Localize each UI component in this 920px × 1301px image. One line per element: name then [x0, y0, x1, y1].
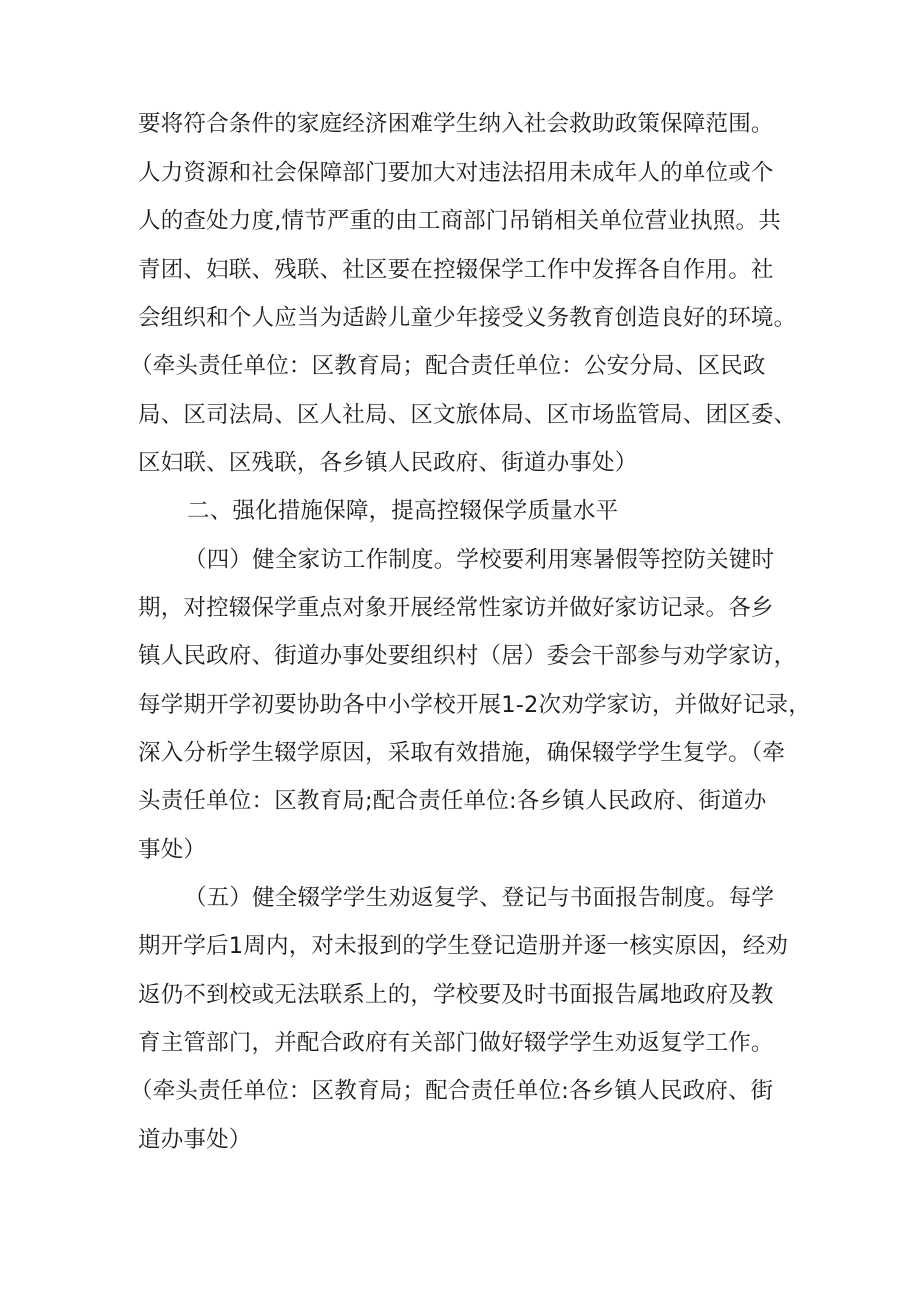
text-line: 道办事处） [138, 1127, 252, 1153]
text-line: 每学期开学初要协助各中小学校开展1-2次劝学家访，并做好记录， [138, 692, 811, 718]
text-line: 青团、妇联、残联、社区要在控辍保学工作中发挥各自作用。社 [138, 257, 774, 283]
text-line: （牵头责任单位：区教育局；配合责任单位：公安分局、区民政 [130, 353, 766, 379]
text-line: 人力资源和社会保障部门要加大对违法招用未成年人的单位或个 [138, 160, 774, 186]
text-line: 返仍不到校或无法联系上的，学校要及时书面报告属地政府及教 [138, 982, 774, 1008]
text-line: （牵头责任单位：区教育局；配合责任单位:各乡镇人民政府、街 [130, 1078, 774, 1104]
text-line: 区妇联、区残联，各乡镇人民政府、街道办事处） [138, 450, 638, 476]
text-line: 期开学后1周内，对未报到的学生登记造册并逐一核实原因，经劝 [138, 933, 789, 959]
text-line: 镇人民政府、街道办事处要组织村（居）委会干部参与劝学家访， [138, 643, 797, 669]
text-line: 事处） [138, 837, 207, 863]
text-line: （四）健全家访工作制度。学校要利用寒暑假等控防关键时 [184, 547, 775, 573]
text-line: 头责任单位：区教育局;配合责任单位:各乡镇人民政府、街道办 [138, 788, 767, 814]
text-line: 育主管部门，并配合政府有关部门做好辍学学生劝返复学工作。 [138, 1030, 774, 1056]
text-line: 会组织和个人应当为适龄儿童少年接受义务教育创造良好的环境。 [138, 305, 797, 331]
text-line: 深入分析学生辍学原因，采取有效措施，确保辍学学生复学。（牵 [138, 740, 786, 766]
section-heading: 二、强化措施保障，提高控辍保学质量水平 [187, 498, 619, 524]
text-line: 要将符合条件的家庭经济困难学生纳入社会救助政策保障范围。 [138, 111, 774, 137]
text-line: 期，对控辍保学重点对象开展经常性家访并做好家访记录。各乡 [138, 595, 774, 621]
text-line: 局、区司法局、区人社局、区文旅体局、区市场监管局、团区委、 [138, 402, 797, 428]
text-line: （五）健全辍学学生劝返复学、登记与书面报告制度。每学 [184, 885, 775, 911]
text-line: 人的查处力度,情节严重的由工商部门吊销相关单位营业执照。共 [138, 208, 781, 234]
